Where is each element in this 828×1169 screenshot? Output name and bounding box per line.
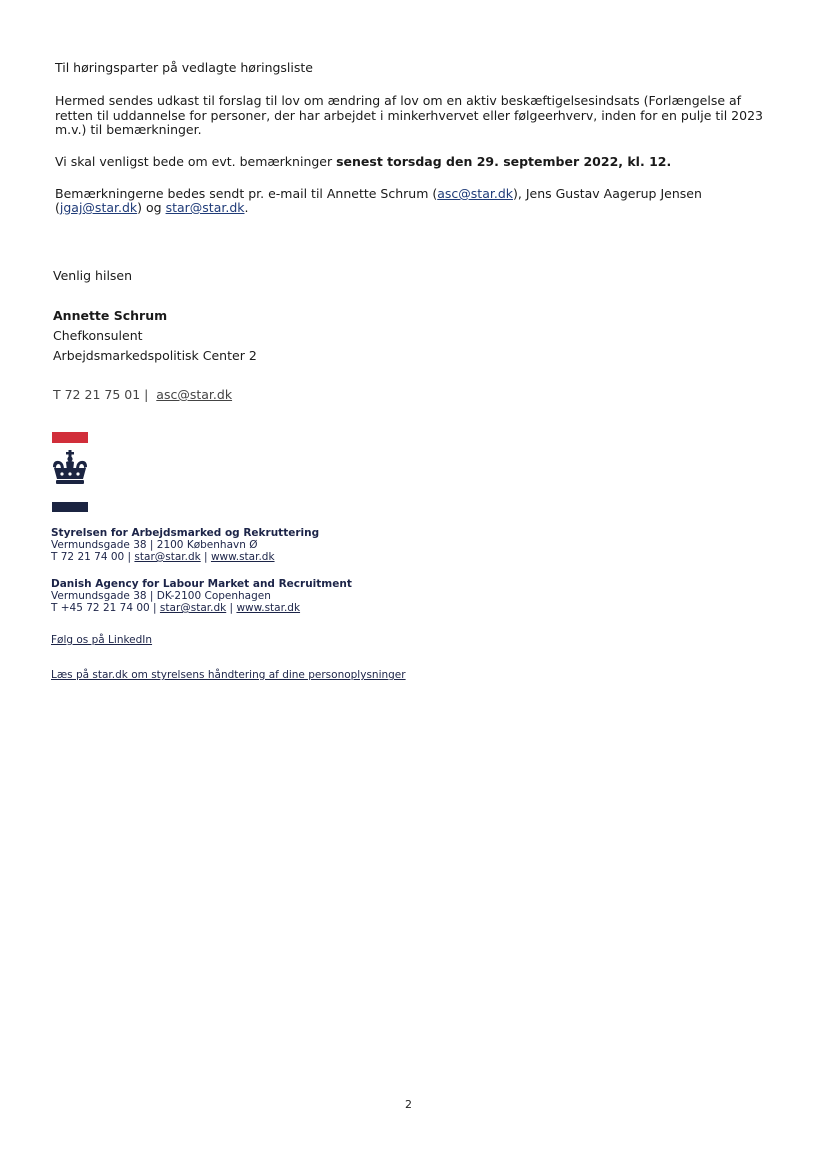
email-link-asc[interactable]: asc@star.dk bbox=[437, 186, 513, 201]
send-open: ( bbox=[55, 200, 60, 215]
footer-en-email-link[interactable]: star@star.dk bbox=[159, 602, 227, 614]
footer-da-email-link[interactable]: star@star.dk bbox=[134, 551, 201, 563]
logo-navy-bar bbox=[52, 502, 88, 512]
footer-da-phone: T 72 21 74 00 | bbox=[51, 551, 135, 563]
send-prefix: Bemærkningerne bedes sendt pr. e-mail til Annette Schrum ( bbox=[55, 186, 438, 201]
footer-en-sep: | bbox=[226, 602, 237, 614]
send-mid: ), Jens Gustav Aagerup Jensen bbox=[513, 186, 702, 201]
footer-en-address: Vermundsgade 38 | DK-2100 Copenhagen bbox=[51, 590, 271, 602]
email-link-star[interactable]: star@star.dk bbox=[165, 200, 245, 215]
send-instructions-line-2 bbox=[55, 200, 248, 216]
salutation: Til høringsparter på vedlagte høringsliste bbox=[55, 60, 313, 75]
footer-da-contact bbox=[51, 551, 319, 563]
linkedin-link[interactable]: Følg os på LinkedIn bbox=[51, 634, 153, 646]
footer-privacy bbox=[51, 669, 406, 681]
footer-da-web-link[interactable]: www.star.dk bbox=[210, 551, 275, 563]
footer-linkedin bbox=[51, 634, 152, 646]
signer-email-link[interactable]: asc@star.dk bbox=[156, 387, 233, 402]
footer-danish bbox=[51, 527, 319, 563]
intro-line-1: Hermed sendes udkast til forslag til lov om ændring af lov om en aktiv beskæftigelsesindsats (Forlængelse af bbox=[55, 93, 742, 108]
send-end: . bbox=[244, 200, 249, 215]
footer-da-address: Vermundsgade 38 | 2100 København Ø bbox=[51, 539, 258, 551]
page-number: 2 bbox=[405, 1098, 412, 1111]
closing: Venlig hilsen bbox=[53, 268, 133, 283]
intro-line-2: retten til uddannelse for personer, der har arbejdet i minkerhvervet eller følgeerhverv, inden for en pulje til 2023 bbox=[55, 108, 763, 123]
logo-red-bar bbox=[52, 432, 88, 443]
footer-da-sep: | bbox=[200, 551, 211, 563]
deadline-sentence bbox=[55, 154, 671, 170]
footer-en-web-link[interactable]: www.star.dk bbox=[236, 602, 301, 614]
signer-phone: T 72 21 75 01 | bbox=[53, 387, 149, 402]
email-link-jgaj[interactable]: jgaj@star.dk bbox=[59, 200, 138, 215]
signer-title: Chefkonsulent bbox=[53, 328, 143, 343]
signer-contact bbox=[53, 387, 232, 403]
footer-en-title: Danish Agency for Labour Market and Recruitment bbox=[51, 578, 352, 590]
footer-english bbox=[51, 578, 352, 614]
send-line2-mid: ) og bbox=[137, 200, 166, 215]
deadline-date: senest torsdag den 29. september 2022, kl. 12. bbox=[336, 154, 672, 169]
signer-department: Arbejdsmarkedspolitisk Center 2 bbox=[53, 348, 257, 363]
intro-line-3: m.v.) til bemærkninger. bbox=[55, 122, 202, 137]
footer-da-title: Styrelsen for Arbejdsmarked og Rekruttering bbox=[51, 527, 320, 539]
signer-name: Annette Schrum bbox=[53, 308, 168, 323]
footer-en-contact bbox=[51, 602, 352, 614]
deadline-prefix: Vi skal venligst bede om evt. bemærkninger bbox=[55, 154, 337, 169]
crown-icon bbox=[50, 449, 90, 487]
footer-en-phone: T +45 72 21 74 00 | bbox=[51, 602, 160, 614]
privacy-link[interactable]: Læs på star.dk om styrelsens håndtering af dine personoplysninger bbox=[51, 669, 406, 681]
